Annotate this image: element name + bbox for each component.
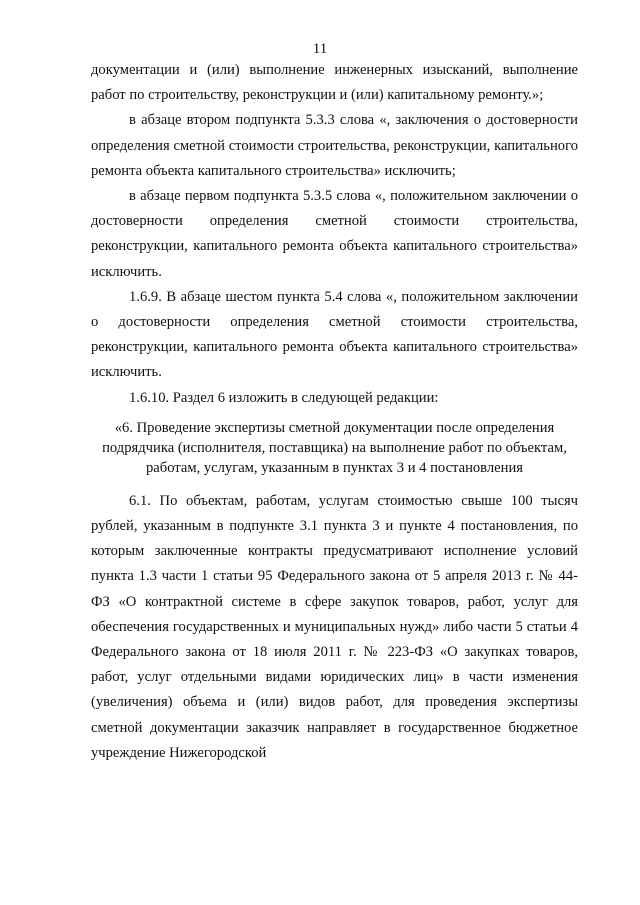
paragraph-1-6-10: 1.6.10. Раздел 6 изложить в следующей редакции:: [129, 389, 439, 406]
heading-line-1: «6. Проведение экспертизы сметной документации после определения: [114, 419, 555, 436]
heading-line-3: работам, услугам, указанным в пунктах 3 и 4 постановления: [146, 459, 523, 476]
section-6-heading: [91, 418, 578, 478]
paragraph-6-1: 6.1. По объектам, работам, услугам стоимостью свыше 100 тысяч рублей, указанным в подпункте 3.1 пункта 3 и пункте 4 постановления, по которым заключенные контракты предусматривают исполнение условий пункта 1.3 части 1 статьи 95 Федерального закона от 5 апреля 2013 г. № 44-ФЗ «О контрактной системе в сфере закупок товаров, работ, услуг для обеспечения государственных и муниципальных нужд» либо части 5 статьи 4 Федерального закона от 18 июля 2011 г. № 223-ФЗ «О закупках товаров, работ, услуг отдельными видами юридических лиц» в части изменения (увеличения) объема и (или) видов работ, для проведения экспертизы сметной документации заказчик направляет в государственное бюджетное учреждение Нижегородской: [91, 492, 578, 761]
paragraph-continuation: документации и (или) выполнение инженерных изысканий, выполнение работ по строительству, реконструкции и (или) капитальному ремонту.»;: [91, 62, 578, 104]
paragraph-5-3-5: в абзаце первом подпункта 5.3.5 слова «, положительном заключении о достоверности определения сметной стоимости строительства, реконструкции, капитального ремонта объекта капитального строительства» исключить.: [91, 188, 578, 280]
heading-line-2: подрядчика (исполнителя, поставщика) на выполнение работ по объектам,: [102, 439, 567, 456]
page-number: 11: [312, 41, 328, 57]
paragraph-1-6-9: 1.6.9. В абзаце шестом пункта 5.4 слова «, положительном заключении о достоверности определения сметной стоимости строительства, реконструкции, капитального ремонта объекта капитального строительства» исключить.: [91, 288, 578, 381]
paragraph-5-3-3: в абзаце втором подпункта 5.3.3 слова «, заключения о достоверности определения сметной стоимости строительства, реконструкции, капитального ремонта объекта капитального строительства» исключить;: [91, 112, 578, 179]
document-body: [91, 58, 578, 766]
